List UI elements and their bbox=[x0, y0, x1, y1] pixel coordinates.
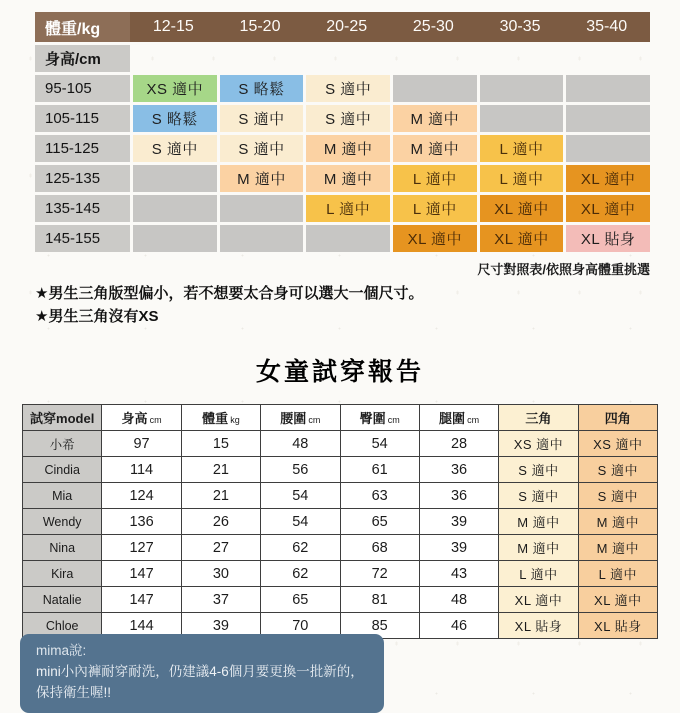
size-fit-cell: S 適中 bbox=[220, 135, 304, 162]
size-empty-cell bbox=[133, 165, 217, 192]
note-boys-triangle-sizing: ★男生三角版型偏小，若不想要太合身可以選大一個尺寸。 bbox=[35, 285, 424, 302]
measurement-cell: 81 bbox=[340, 587, 419, 613]
measurement-cell: 21 bbox=[181, 483, 260, 509]
page-title: 女童試穿報告 bbox=[255, 358, 424, 386]
measurement-cell: 36 bbox=[419, 457, 498, 483]
size-fit-cell: S 略鬆 bbox=[220, 75, 304, 102]
boxer-fit-cell: S 適中 bbox=[578, 457, 657, 483]
weight-column-label: 35-40 bbox=[586, 18, 628, 35]
weight-column-label: 30-35 bbox=[499, 18, 541, 35]
height-range-cell: 125-135 bbox=[35, 165, 130, 192]
size-empty-cell bbox=[566, 135, 650, 162]
measurement-cell: 39 bbox=[419, 509, 498, 535]
unit-label: cm bbox=[387, 415, 400, 425]
model-name-cell: 小希 bbox=[23, 431, 102, 457]
mima-note-text: mini小內褲耐穿耐洗，仍建議4-6個月要更換一批新的，保持衛生喔!! bbox=[36, 663, 364, 700]
size-fit-cell: S 適中 bbox=[306, 75, 390, 102]
triangle-fit-cell: S 適中 bbox=[499, 457, 578, 483]
model-name-cell: Nina bbox=[23, 535, 102, 561]
measurement-cell: 127 bbox=[102, 535, 181, 561]
weight-axis-label: 體重/kg bbox=[35, 12, 130, 42]
size-chart bbox=[35, 12, 650, 252]
size-fit-cell: XL 適中 bbox=[480, 225, 564, 252]
boxer-fit-cell: M 適中 bbox=[578, 509, 657, 535]
size-fit-cell: S 適中 bbox=[133, 135, 217, 162]
unit-label: cm bbox=[308, 415, 321, 425]
header-row bbox=[23, 405, 658, 431]
height-range-cell: 145-155 bbox=[35, 225, 130, 252]
size-empty-cell bbox=[566, 75, 650, 102]
size-fit-cell: M 適中 bbox=[306, 165, 390, 192]
report-header-cell: 四角 bbox=[578, 405, 657, 431]
measurement-cell: 54 bbox=[261, 509, 340, 535]
fit-report-body bbox=[23, 431, 658, 639]
size-empty-cell bbox=[393, 75, 477, 102]
size-fit-cell: XL 貼身 bbox=[566, 225, 650, 252]
measurement-cell: 21 bbox=[181, 457, 260, 483]
measurement-cell: 26 bbox=[181, 509, 260, 535]
measurement-cell: 114 bbox=[102, 457, 181, 483]
fit-report-table bbox=[22, 404, 658, 639]
report-header-cell: 三角 bbox=[499, 405, 578, 431]
measurement-cell: 85 bbox=[340, 613, 419, 639]
size-empty-cell bbox=[220, 225, 304, 252]
size-empty-cell bbox=[480, 75, 564, 102]
measurement-cell: 147 bbox=[102, 561, 181, 587]
size-fit-cell: M 適中 bbox=[220, 165, 304, 192]
size-empty-cell bbox=[306, 225, 390, 252]
size-fit-cell: XL 適中 bbox=[480, 195, 564, 222]
measurement-cell: 62 bbox=[261, 561, 340, 587]
report-header-cell: 體重 kg bbox=[181, 405, 260, 431]
mima-speaker-label: mima說: bbox=[36, 643, 87, 658]
unit-label: kg bbox=[230, 415, 240, 425]
size-fit-cell: L 適中 bbox=[306, 195, 390, 222]
size-empty-cell bbox=[566, 105, 650, 132]
boxer-fit-cell: XL 貼身 bbox=[578, 613, 657, 639]
measurement-cell: 56 bbox=[261, 457, 340, 483]
measurement-cell: 63 bbox=[340, 483, 419, 509]
triangle-fit-cell: S 適中 bbox=[499, 483, 578, 509]
measurement-cell: 54 bbox=[340, 431, 419, 457]
report-header-cell: 試穿model bbox=[23, 405, 102, 431]
report-row bbox=[23, 431, 658, 457]
size-fit-cell: XL 適中 bbox=[393, 225, 477, 252]
notes-block bbox=[35, 283, 660, 328]
model-name-cell: Chloe bbox=[23, 613, 102, 639]
size-chart-caption: 尺寸對照表/依照身高體重挑選 bbox=[477, 262, 650, 277]
measurement-cell: 54 bbox=[261, 483, 340, 509]
size-chart-grid bbox=[35, 45, 650, 252]
report-row bbox=[23, 587, 658, 613]
measurement-cell: 144 bbox=[102, 613, 181, 639]
measurement-cell: 97 bbox=[102, 431, 181, 457]
size-fit-cell: M 適中 bbox=[393, 105, 477, 132]
size-empty-cell bbox=[220, 195, 304, 222]
measurement-cell: 28 bbox=[419, 431, 498, 457]
report-row bbox=[23, 509, 658, 535]
triangle-fit-cell: XL 貼身 bbox=[499, 613, 578, 639]
triangle-fit-cell: L 適中 bbox=[499, 561, 578, 587]
model-name-cell: Wendy bbox=[23, 509, 102, 535]
size-fit-cell: M 適中 bbox=[393, 135, 477, 162]
height-axis-label: 身高/cm bbox=[35, 45, 130, 72]
measurement-cell: 46 bbox=[419, 613, 498, 639]
weight-column-label: 12-15 bbox=[152, 18, 194, 35]
weight-column-label: 25-30 bbox=[412, 18, 454, 35]
measurement-cell: 70 bbox=[261, 613, 340, 639]
triangle-fit-cell: M 適中 bbox=[499, 535, 578, 561]
report-header-cell: 臀圍 cm bbox=[340, 405, 419, 431]
size-fit-cell: XS 適中 bbox=[133, 75, 217, 102]
model-name-cell: Natalie bbox=[23, 587, 102, 613]
boxer-fit-cell: S 適中 bbox=[578, 483, 657, 509]
measurement-cell: 39 bbox=[181, 613, 260, 639]
measurement-cell: 147 bbox=[102, 587, 181, 613]
boxer-fit-cell: XS 適中 bbox=[578, 431, 657, 457]
size-fit-cell: S 略鬆 bbox=[133, 105, 217, 132]
model-name-cell: Cindia bbox=[23, 457, 102, 483]
height-range-cell: 115-125 bbox=[35, 135, 130, 162]
height-range-cell: 105-115 bbox=[35, 105, 130, 132]
height-range-cell: 135-145 bbox=[35, 195, 130, 222]
report-header-cell: 身高 cm bbox=[102, 405, 181, 431]
size-empty-cell bbox=[133, 195, 217, 222]
measurement-cell: 72 bbox=[340, 561, 419, 587]
mima-note-box bbox=[20, 634, 384, 713]
boxer-fit-cell: XL 適中 bbox=[578, 587, 657, 613]
weight-columns-bar bbox=[130, 12, 650, 42]
report-row bbox=[23, 457, 658, 483]
size-fit-cell: M 適中 bbox=[306, 135, 390, 162]
measurement-cell: 62 bbox=[261, 535, 340, 561]
unit-label: cm bbox=[467, 415, 480, 425]
measurement-cell: 124 bbox=[102, 483, 181, 509]
weight-column-label: 15-20 bbox=[239, 18, 281, 35]
size-fit-cell: L 適中 bbox=[393, 195, 477, 222]
axis-spacer bbox=[133, 45, 650, 72]
size-empty-cell bbox=[133, 225, 217, 252]
size-fit-cell: L 適中 bbox=[480, 165, 564, 192]
size-fit-cell: S 適中 bbox=[220, 105, 304, 132]
measurement-cell: 36 bbox=[419, 483, 498, 509]
measurement-cell: 136 bbox=[102, 509, 181, 535]
measurement-cell: 43 bbox=[419, 561, 498, 587]
triangle-fit-cell: XS 適中 bbox=[499, 431, 578, 457]
report-header-cell: 腿圍 cm bbox=[419, 405, 498, 431]
report-row bbox=[23, 535, 658, 561]
measurement-cell: 65 bbox=[261, 587, 340, 613]
height-range-cell: 95-105 bbox=[35, 75, 130, 102]
fit-report-header bbox=[23, 405, 658, 431]
measurement-cell: 68 bbox=[340, 535, 419, 561]
size-fit-cell: XL 適中 bbox=[566, 195, 650, 222]
boxer-fit-cell: L 適中 bbox=[578, 561, 657, 587]
size-empty-cell bbox=[480, 105, 564, 132]
size-fit-cell: L 適中 bbox=[480, 135, 564, 162]
measurement-cell: 30 bbox=[181, 561, 260, 587]
size-fit-cell: L 適中 bbox=[393, 165, 477, 192]
measurement-cell: 65 bbox=[340, 509, 419, 535]
model-name-cell: Kira bbox=[23, 561, 102, 587]
boxer-fit-cell: M 適中 bbox=[578, 535, 657, 561]
measurement-cell: 15 bbox=[181, 431, 260, 457]
triangle-fit-cell: XL 適中 bbox=[499, 587, 578, 613]
size-fit-cell: S 適中 bbox=[306, 105, 390, 132]
model-name-cell: Mia bbox=[23, 483, 102, 509]
measurement-cell: 37 bbox=[181, 587, 260, 613]
measurement-cell: 48 bbox=[419, 587, 498, 613]
report-header-cell: 腰圍 cm bbox=[261, 405, 340, 431]
report-row bbox=[23, 561, 658, 587]
triangle-fit-cell: M 適中 bbox=[499, 509, 578, 535]
report-row bbox=[23, 483, 658, 509]
measurement-cell: 61 bbox=[340, 457, 419, 483]
measurement-cell: 27 bbox=[181, 535, 260, 561]
size-fit-cell: XL 適中 bbox=[566, 165, 650, 192]
unit-label: cm bbox=[149, 415, 162, 425]
measurement-cell: 48 bbox=[261, 431, 340, 457]
note-boys-no-xs: ★男生三角沒有XS bbox=[35, 307, 159, 325]
size-chart-header-row bbox=[35, 12, 650, 42]
measurement-cell: 39 bbox=[419, 535, 498, 561]
weight-column-label: 20-25 bbox=[326, 18, 368, 35]
